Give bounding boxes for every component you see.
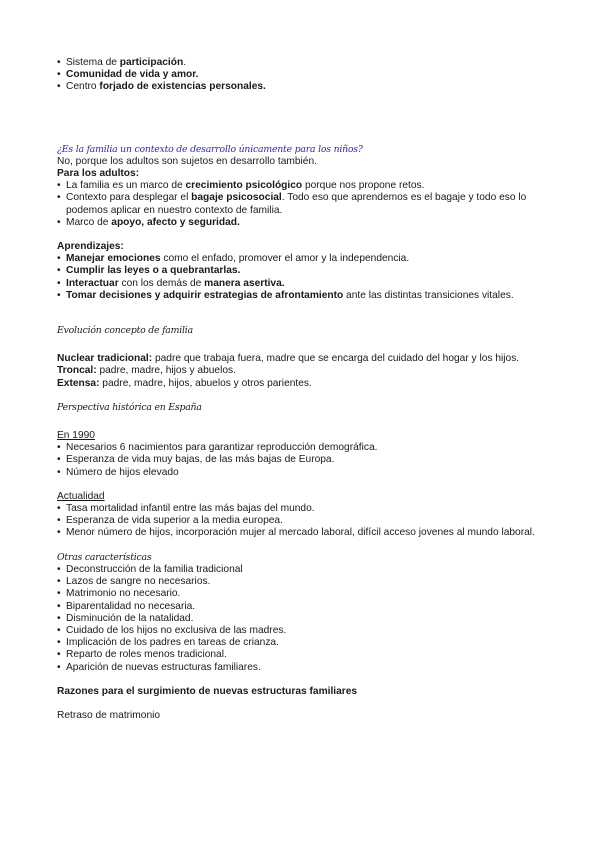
list-item: • Esperanza de vida superior a la media europea. [57,515,557,527]
list-item: • Número de hijos elevado [57,467,557,479]
section-title-other: Otras características [57,551,152,563]
list-item: • Contexto para desplegar el bagaje psicosocial. Todo eso que aprendemos es el bagaje y todo eso lo podemos aplicar en nuestro contexto de familia. [57,192,557,216]
list-item: • Marco de apoyo, afecto y seguridad. [57,217,557,229]
list-item: • Deconstrucción de la familia tradicional [57,564,557,576]
list-item: • Lazos de sangre no necesarios. [57,576,557,588]
other-list [57,564,557,674]
list-item: • Cumplir las leyes o a quebrantarlas. [57,265,557,277]
list-item: • Implicación de los padres en tareas de crianza. [57,637,557,649]
list-item: • Tasa mortalidad infantil entre las más bajas del mundo. [57,503,557,515]
list-item: • Aparición de nuevas estructuras familiares. [57,662,557,674]
list-item: • La familia es un marco de crecimiento psicológico porque nos propone retos. [57,180,557,192]
section-title-question: ¿Es la familia un contexto de desarrollo únicamente para los niños? [57,143,363,155]
now-heading: Actualidad [57,490,105,502]
list-item: • Cuidado de los hijos no exclusiva de las madres. [57,625,557,637]
section-title-evolution: Evolución concepto de familia [57,325,193,337]
intro-list [57,57,557,94]
question-answer: No, porque los adultos son sujetos en desarrollo también. [57,155,317,167]
list-item: • Esperanza de vida muy bajas, de las más bajas de Europa. [57,454,557,466]
y1990-list [57,442,557,479]
list-item: • Menor número de hijos, incorporación mujer al mercado laboral, difícil acceso jovenes al mundo laboral. [57,527,557,539]
section-title-spain: Perspectiva histórica en España [57,401,202,413]
reasons-heading: Razones para el surgimiento de nuevas estructuras familiares [57,685,358,697]
document-page [57,57,557,722]
y1990-heading: En 1990 [57,430,95,442]
learn-list [57,253,557,302]
now-list [57,503,557,540]
family-type-troncal: Troncal: padre, madre, hijos y abuelos. [57,365,236,377]
list-item: • Necesarios 6 nacimientos para garantizar reproducción demográfica. [57,442,557,454]
list-item: • Comunidad de vida y amor. [57,69,557,81]
list-item: • Interactuar con los demás de manera asertiva. [57,278,557,290]
list-item: • Disminución de la natalidad. [57,613,557,625]
family-type-nuclear: Nuclear tradicional: padre que trabaja fuera, madre que se encarga del cuidado del hogar y los hijos. [57,353,520,365]
list-item: • Reparto de roles menos tradicional. [57,649,557,661]
list-item: • Matrimonio no necesario. [57,588,557,600]
list-item: • Biparentalidad no necesaria. [57,601,557,613]
reasons-first: Retraso de matrimonio [57,709,161,721]
learn-heading: Aprendizajes: [57,241,124,253]
list-item: • Centro forjado de existencias personales. [57,81,557,93]
adults-list [57,180,557,229]
list-item: • Tomar decisiones y adquirir estrategias de afrontamiento ante las distintas transiciones vitales. [57,290,557,302]
family-type-extensa: Extensa: padre, madre, hijos, abuelos y otros parientes. [57,377,312,389]
list-item: • Manejar emociones como el enfado, promover el amor y la independencia. [57,253,557,265]
adults-heading: Para los adultos: [57,168,140,180]
list-item: • Sistema de participación. [57,57,557,69]
